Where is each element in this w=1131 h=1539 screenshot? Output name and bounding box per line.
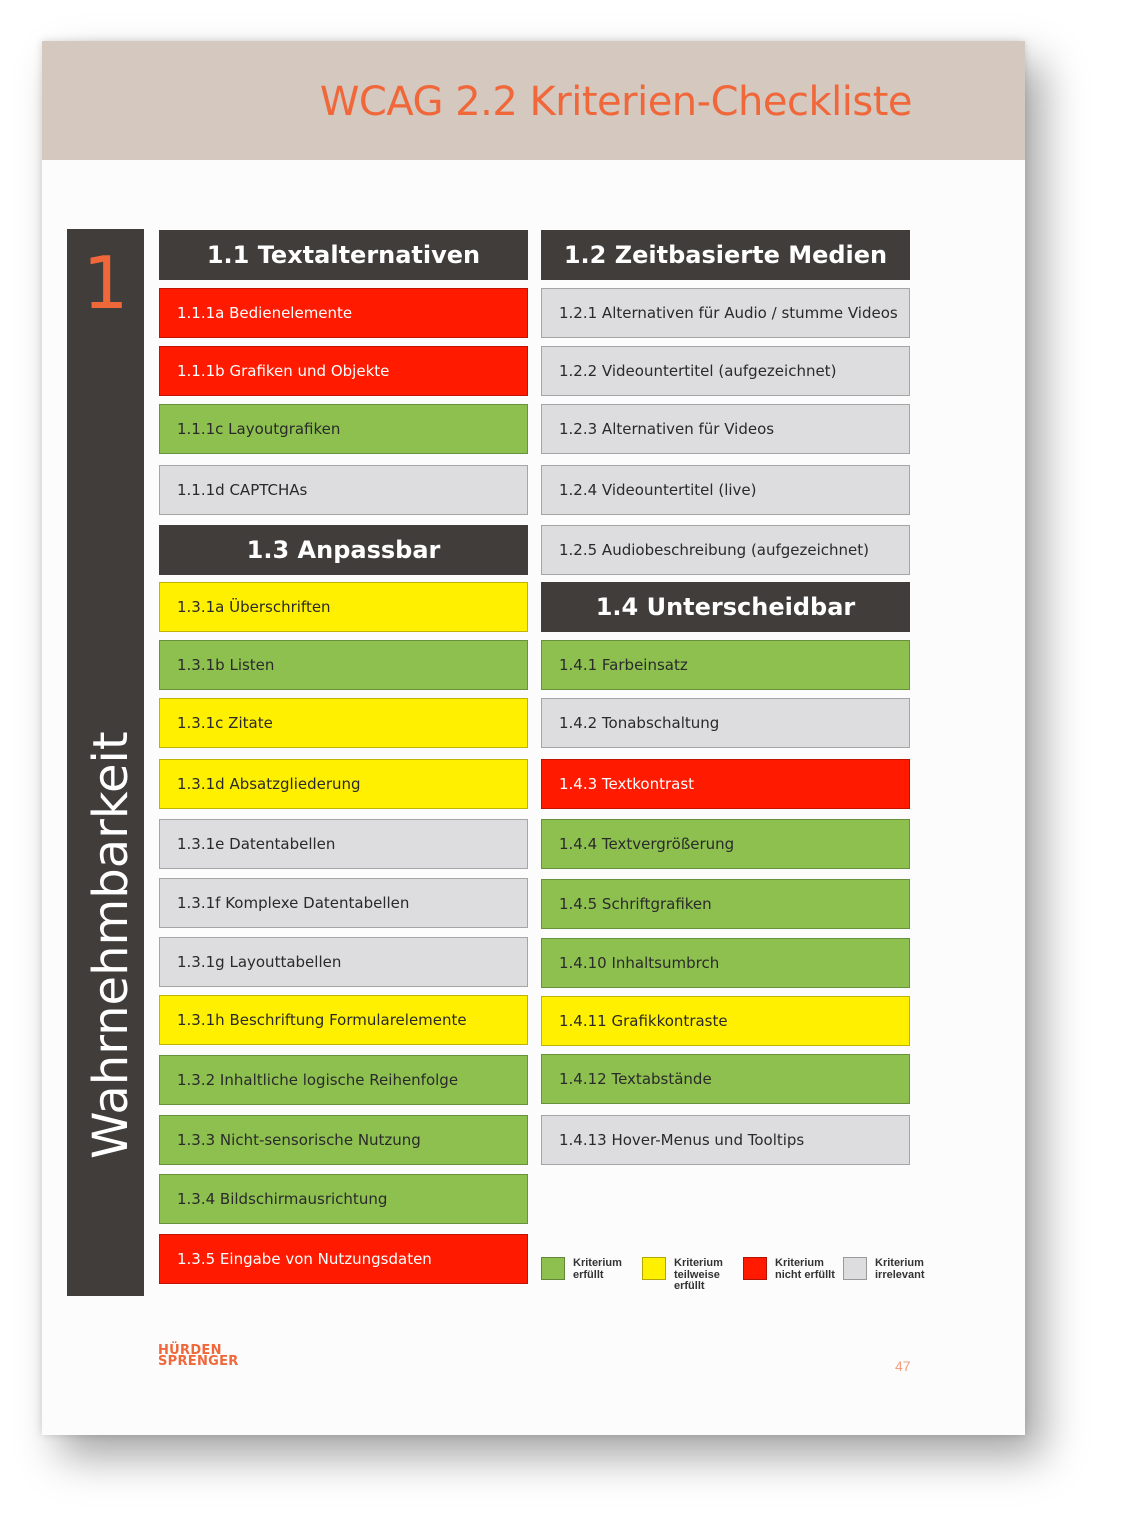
header-band bbox=[42, 41, 1025, 160]
criterion-1-3-1e: 1.3.1e Datentabellen bbox=[159, 819, 528, 869]
legend-item-red bbox=[743, 1257, 845, 1281]
chapter-label: Wahrnehmbarkeit bbox=[83, 731, 139, 1159]
brand-logo bbox=[158, 1345, 239, 1367]
criterion-1-3-5: 1.3.5 Eingabe von Nutzungsdaten bbox=[159, 1234, 528, 1284]
legend-label: Kriterium teilweise erfüllt bbox=[674, 1257, 723, 1292]
legend-label: Kriterium nicht erfüllt bbox=[775, 1257, 835, 1281]
criterion-1-3-1c: 1.3.1c Zitate bbox=[159, 698, 528, 748]
legend-swatch-yellow bbox=[642, 1257, 666, 1280]
section-header-1-2: 1.2 Zeitbasierte Medien bbox=[541, 230, 910, 280]
criterion-1-3-1b: 1.3.1b Listen bbox=[159, 640, 528, 690]
chapter-sidebar bbox=[67, 229, 144, 1296]
criterion-1-3-1g: 1.3.1g Layouttabellen bbox=[159, 937, 528, 987]
criterion-1-4-10: 1.4.10 Inhaltsumbrch bbox=[541, 938, 910, 988]
criterion-1-4-2: 1.4.2 Tonabschaltung bbox=[541, 698, 910, 748]
criterion-1-3-1d: 1.3.1d Absatzgliederung bbox=[159, 759, 528, 809]
criterion-1-1-1a: 1.1.1a Bedienelemente bbox=[159, 288, 528, 338]
logo-line-1: HÜRDEN bbox=[158, 1343, 222, 1358]
logo-line-2: SPRENGER bbox=[158, 1354, 239, 1369]
criterion-1-3-1f: 1.3.1f Komplexe Datentabellen bbox=[159, 878, 528, 928]
criterion-1-2-5: 1.2.5 Audiobeschreibung (aufgezeichnet) bbox=[541, 525, 910, 575]
criterion-1-4-5: 1.4.5 Schriftgrafiken bbox=[541, 879, 910, 929]
criterion-1-2-2: 1.2.2 Videountertitel (aufgezeichnet) bbox=[541, 346, 910, 396]
document-page bbox=[42, 41, 1025, 1435]
legend-swatch-gray bbox=[843, 1257, 867, 1280]
criterion-1-3-1a: 1.3.1a Überschriften bbox=[159, 582, 528, 632]
criterion-1-4-1: 1.4.1 Farbeinsatz bbox=[541, 640, 910, 690]
legend-item-gray bbox=[843, 1257, 945, 1281]
criterion-1-3-3: 1.3.3 Nicht-sensorische Nutzung bbox=[159, 1115, 528, 1165]
criterion-1-2-1: 1.2.1 Alternativen für Audio / stumme Videos bbox=[541, 288, 910, 338]
legend-item-yellow bbox=[642, 1257, 744, 1293]
section-header-1-3: 1.3 Anpassbar bbox=[159, 525, 528, 575]
section-header-1-4: 1.4 Unterscheidbar bbox=[541, 582, 910, 632]
legend-label: Kriterium erfüllt bbox=[573, 1257, 622, 1281]
criterion-1-1-1d: 1.1.1d CAPTCHAs bbox=[159, 465, 528, 515]
legend-swatch-green bbox=[541, 1257, 565, 1280]
legend-label: Kriterium irrelevant bbox=[875, 1257, 925, 1281]
criterion-1-3-4: 1.3.4 Bildschirmausrichtung bbox=[159, 1174, 528, 1224]
criterion-1-4-12: 1.4.12 Textabstände bbox=[541, 1054, 910, 1104]
criterion-1-2-4: 1.2.4 Videountertitel (live) bbox=[541, 465, 910, 515]
criterion-1-4-11: 1.4.11 Grafikkontraste bbox=[541, 996, 910, 1046]
criterion-1-3-2: 1.3.2 Inhaltliche logische Reihenfolge bbox=[159, 1055, 528, 1105]
criterion-1-1-1c: 1.1.1c Layoutgrafiken bbox=[159, 404, 528, 454]
criterion-1-4-4: 1.4.4 Textvergrößerung bbox=[541, 819, 910, 869]
page-number: 47 bbox=[895, 1358, 911, 1374]
criterion-1-2-3: 1.2.3 Alternativen für Videos bbox=[541, 404, 910, 454]
criterion-1-4-13: 1.4.13 Hover-Menus und Tooltips bbox=[541, 1115, 910, 1165]
section-header-1-1: 1.1 Textalternativen bbox=[159, 230, 528, 280]
criterion-1-3-1h: 1.3.1h Beschriftung Formularelemente bbox=[159, 995, 528, 1045]
legend-item-green bbox=[541, 1257, 643, 1281]
legend-swatch-red bbox=[743, 1257, 767, 1280]
criterion-1-1-1b: 1.1.1b Grafiken und Objekte bbox=[159, 346, 528, 396]
page-title: WCAG 2.2 Kriterien-Checkliste bbox=[319, 79, 912, 125]
criterion-1-4-3: 1.4.3 Textkontrast bbox=[541, 759, 910, 809]
chapter-number: 1 bbox=[82, 241, 129, 325]
